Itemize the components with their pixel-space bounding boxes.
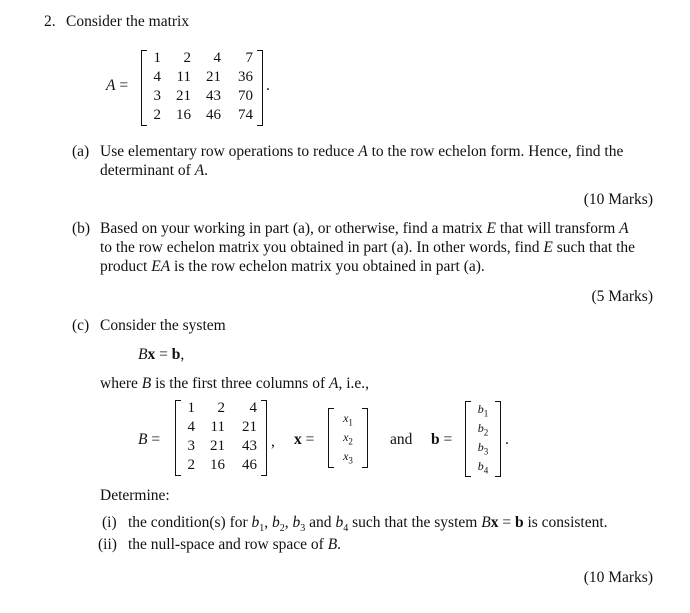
- matrix-cell: 2: [153, 107, 161, 123]
- matrix-a-period: .: [266, 77, 270, 94]
- matrix-cell: 4: [153, 69, 161, 85]
- matrix-cell: 2: [183, 50, 191, 66]
- matrix-cell: 43: [206, 88, 221, 104]
- vector-entry: $x_2$: [343, 430, 353, 447]
- matrix-cell: 21: [176, 88, 191, 104]
- determine-heading: Determine:: [100, 487, 170, 504]
- matrix-a-label: A =: [106, 77, 129, 94]
- matrix-cell: 11: [176, 69, 191, 85]
- matrix-cell: 21: [206, 69, 221, 85]
- vector-b: [465, 401, 501, 477]
- matrix-cell: 3: [187, 438, 195, 454]
- vector-entry: $b_4$: [477, 459, 489, 476]
- item-i-label: (i): [102, 514, 117, 531]
- part-b-marks: (5 Marks): [591, 288, 653, 305]
- matrix-cell: 1: [187, 400, 195, 416]
- matrix-cell: 4: [213, 50, 221, 66]
- vector-entry: $b_1$: [477, 402, 489, 419]
- and-text: and: [390, 431, 413, 448]
- question-intro: Consider the matrix: [66, 13, 190, 30]
- vector-b-period: .: [505, 431, 509, 448]
- part-a-line1: Use elementary row operations to reduce A to the row echelon form. Hence, find the: [100, 143, 624, 160]
- matrix-cell: 3: [153, 88, 161, 104]
- item-i-text: the condition(s) for $b_1$, $b_2$, $b_3$ and $b_4$ such that the system Bx = b is consistent.: [128, 514, 608, 535]
- vector-x-entries: [328, 408, 368, 468]
- matrix-b-label: B =: [138, 431, 161, 448]
- matrix-cell: 16: [210, 457, 225, 473]
- part-a-marks: (10 Marks): [583, 191, 653, 208]
- matrix-cell: 1: [153, 50, 161, 66]
- matrix-b: [175, 400, 267, 476]
- vector-entry: $x_1$: [343, 411, 353, 428]
- matrix-cell: 2: [217, 400, 225, 416]
- matrix-cell: 21: [210, 438, 225, 454]
- matrix-cell: 46: [242, 457, 257, 473]
- matrix-cell: 16: [176, 107, 191, 123]
- item-ii-text: the null-space and row space of B.: [128, 536, 342, 553]
- matrix-cell: 43: [242, 438, 257, 454]
- matrix-cell: 36: [238, 69, 253, 85]
- matrix-cell: 70: [238, 88, 253, 104]
- matrix-b-entries: [175, 400, 267, 476]
- matrix-cell: 21: [242, 419, 257, 435]
- part-c-equation: Bx = b,: [138, 346, 185, 363]
- part-b-label: (b): [72, 220, 91, 237]
- vector-entry: $b_2$: [477, 421, 489, 438]
- vector-x-label: x =: [294, 431, 315, 448]
- item-ii-label: (ii): [98, 536, 117, 553]
- vector-b-label: b =: [431, 431, 453, 448]
- part-b-line1: Based on your working in part (a), or otherwise, find a matrix E that will transform A: [100, 220, 629, 237]
- vector-b-entries: [465, 401, 501, 477]
- part-b-line2: to the row echelon matrix you obtained in part (a). In other words, find E such that the: [100, 239, 636, 256]
- matrix-cell: 2: [187, 457, 195, 473]
- matrix-cell: 74: [238, 107, 253, 123]
- matrix-cell: 7: [245, 50, 253, 66]
- part-a-line2: determinant of A.: [100, 162, 209, 179]
- matrix-cell: 11: [210, 419, 225, 435]
- matrix-cell: 4: [187, 419, 195, 435]
- part-c-where: where B is the first three columns of A, i.e.,: [100, 375, 370, 392]
- vector-entry: $b_3$: [477, 440, 489, 457]
- matrix-a: [141, 50, 263, 126]
- part-c-label: (c): [72, 317, 90, 334]
- matrix-cell: 4: [249, 400, 257, 416]
- matrix-b-comma: ,: [271, 433, 275, 450]
- vector-x: [328, 408, 368, 468]
- part-a-label: (a): [72, 143, 90, 160]
- part-c-intro: Consider the system: [100, 317, 226, 334]
- part-c-marks: (10 Marks): [583, 569, 653, 586]
- matrix-a-entries: [141, 50, 263, 126]
- part-b-line3: product EA is the row echelon matrix you obtained in part (a).: [100, 258, 485, 275]
- question-number: 2.: [44, 13, 56, 30]
- matrix-cell: 46: [206, 107, 221, 123]
- vector-entry: $x_3$: [343, 449, 353, 466]
